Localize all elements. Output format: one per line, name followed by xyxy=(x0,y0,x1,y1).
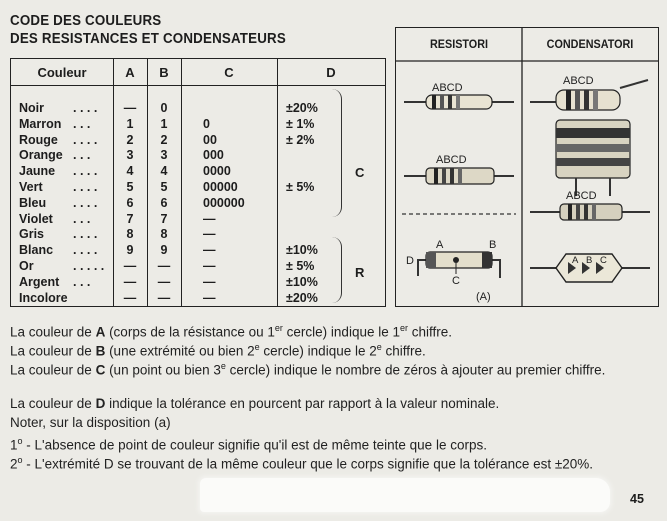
resistor-2-label: ABCD xyxy=(436,154,467,166)
paragraph-c: La couleur de C (un point ou bien 3e cercle) indique le nombre de zéros à ajouter au premier chiffre. xyxy=(10,361,606,378)
color-dots: . . . . xyxy=(73,132,98,147)
value-b: 3 xyxy=(160,148,168,163)
value-c: — xyxy=(203,211,216,226)
value-d: ±10% xyxy=(286,243,318,258)
value-d: ±20% xyxy=(286,101,318,115)
value-a: 8 xyxy=(126,227,134,242)
resistor-2 xyxy=(404,154,514,184)
value-a: — xyxy=(123,290,137,305)
value-a: 1 xyxy=(126,116,134,131)
color-name: Marron xyxy=(19,116,62,131)
color-dots: . . . . xyxy=(73,101,98,115)
color-name: Jaune xyxy=(19,164,56,179)
color-code-table xyxy=(10,58,386,307)
group-r-label: R xyxy=(355,265,365,280)
color-name: Argent xyxy=(19,274,60,289)
value-a: 3 xyxy=(126,148,134,163)
color-dots: . . . . xyxy=(73,195,98,210)
label-c: C xyxy=(452,275,460,287)
group-c-brace xyxy=(331,89,342,217)
value-b: 7 xyxy=(160,211,168,226)
value-c: — xyxy=(203,274,216,289)
value-c: — xyxy=(203,227,216,242)
color-name: Or xyxy=(19,259,34,273)
color-dots: . . . xyxy=(73,211,91,226)
value-d: ± 5% xyxy=(286,180,315,194)
color-dots: . . . xyxy=(73,148,91,163)
value-d: ±20% xyxy=(286,290,318,305)
color-dots: . . . . xyxy=(73,243,98,258)
color-name: Rouge xyxy=(19,132,58,147)
header-a: A xyxy=(125,65,135,80)
paragraph-note: Noter, sur la disposition (a) xyxy=(10,415,171,430)
value-b: 0 xyxy=(160,101,168,115)
value-a: 7 xyxy=(126,211,134,226)
color-dots: . . . . xyxy=(73,164,98,179)
capacitor-4-label-c: C xyxy=(600,255,607,266)
label-b: B xyxy=(489,239,497,251)
value-b: — xyxy=(157,290,171,305)
resistor-1 xyxy=(404,82,514,109)
capacitor-3-label: ABCD xyxy=(566,190,597,202)
header-c: C xyxy=(224,65,234,80)
color-name: Violet xyxy=(19,211,53,226)
value-b: 5 xyxy=(160,180,168,194)
header-d: D xyxy=(326,65,336,80)
color-name: Orange xyxy=(19,148,63,163)
column-divider xyxy=(181,59,182,306)
value-b: 2 xyxy=(160,132,168,147)
color-name: Gris xyxy=(19,227,45,242)
capacitor-4-label-b: B xyxy=(586,255,593,266)
component-diagram xyxy=(395,27,659,307)
color-dots: . . . . xyxy=(73,227,98,242)
color-name: Vert xyxy=(19,180,43,194)
value-d: ±10% xyxy=(286,274,318,289)
color-dots: . . . xyxy=(73,116,91,131)
color-name: Blanc xyxy=(19,243,54,258)
value-a: 4 xyxy=(126,164,134,179)
capacitor-2 xyxy=(556,120,630,196)
value-a: 5 xyxy=(126,180,134,194)
header-resistori: RESISTORI xyxy=(429,37,489,51)
value-a: — xyxy=(123,259,137,273)
color-name: Noir xyxy=(19,101,44,115)
value-d: ± 5% xyxy=(286,259,315,273)
resistor-1-label: ABCD xyxy=(432,82,463,94)
value-d: ± 2% xyxy=(286,132,315,147)
paragraph-note-2: 2$^o$ - L'extrémité D se trouvant de la même couleur que le corps signifie que la tolérance est ±20%. xyxy=(10,455,594,472)
value-b: 8 xyxy=(160,227,168,242)
paragraph-d: La couleur de D indique la tolérance en pourcent par rapport à la valeur nominale. xyxy=(10,396,500,411)
header-couleur: Couleur xyxy=(37,65,87,80)
paragraph-note-1: 1$^o$ - L'absence de point de couleur signifie qu'il est de même teinte que le corps. xyxy=(10,436,487,453)
color-dots: . . . . xyxy=(73,180,98,194)
value-a: — xyxy=(123,101,137,115)
paper-strip xyxy=(200,478,610,512)
value-c: 000000 xyxy=(203,195,245,210)
value-c: — xyxy=(203,290,216,305)
color-dots: . . . . . xyxy=(73,259,105,273)
header-condensatori: CONDENSATORI xyxy=(546,37,634,51)
page-number: 45 xyxy=(630,492,644,506)
value-b: — xyxy=(157,274,171,289)
value-b: — xyxy=(157,259,171,273)
capacitor-1-label: ABCD xyxy=(563,75,594,87)
color-dots: . . . xyxy=(73,274,91,289)
title-line-2: DES RESISTANCES ET CONDENSATEURS xyxy=(10,31,286,47)
label-d: D xyxy=(406,255,414,267)
value-a: 2 xyxy=(126,132,134,147)
resistor-3 xyxy=(406,239,500,303)
value-c: — xyxy=(203,243,216,258)
diagram-drawing xyxy=(396,28,658,306)
capacitor-1 xyxy=(530,75,648,110)
group-r-brace xyxy=(331,237,342,303)
label-a: A xyxy=(436,239,444,251)
value-c: 00000 xyxy=(203,180,238,194)
caption-a: (A) xyxy=(476,291,491,303)
value-d: ± 1% xyxy=(286,116,315,131)
paragraph-a: La couleur de A (corps de la résistance ou 1er cercle) indique le 1er chiffre. xyxy=(10,323,453,340)
value-c: 000 xyxy=(203,148,224,163)
value-b: 6 xyxy=(160,195,168,210)
header-divider xyxy=(11,85,385,86)
value-c: 00 xyxy=(203,132,217,147)
value-c: 0 xyxy=(203,116,210,131)
value-a: 6 xyxy=(126,195,134,210)
page-title xyxy=(10,12,286,48)
value-a: 9 xyxy=(126,243,134,258)
value-c: — xyxy=(203,259,216,273)
value-b: 1 xyxy=(160,116,168,131)
value-b: 4 xyxy=(160,164,168,179)
color-name: Incolore xyxy=(19,290,68,305)
value-c: 0000 xyxy=(203,164,231,179)
color-name: Bleu xyxy=(19,195,47,210)
paragraph-b: La couleur de B (une extrémité ou bien 2e cercle) indique le 2e chiffre. xyxy=(10,342,426,359)
column-divider xyxy=(277,59,278,306)
value-b: 9 xyxy=(160,243,168,258)
capacitor-4-label-a: A xyxy=(572,255,579,266)
capacitor-3 xyxy=(530,190,650,220)
value-a: — xyxy=(123,274,137,289)
group-c-label: C xyxy=(355,165,365,180)
capacitor-4 xyxy=(530,254,650,282)
header-b: B xyxy=(159,65,169,80)
title-line-1: CODE DES COULEURS xyxy=(10,13,162,29)
